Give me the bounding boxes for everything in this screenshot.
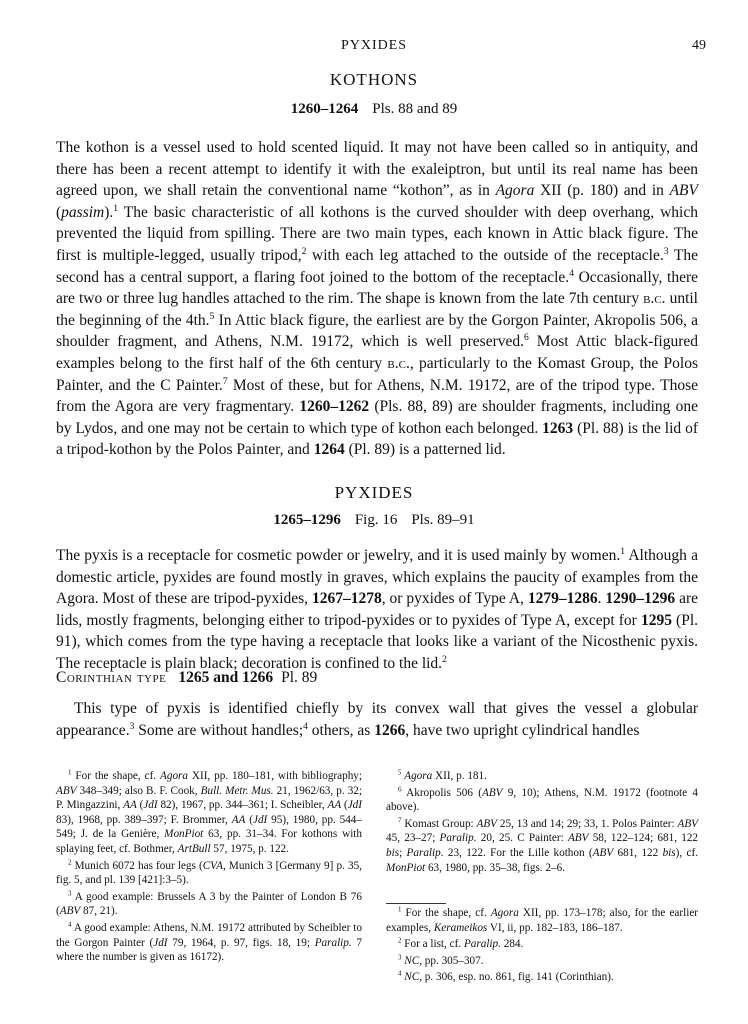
footnote [386,786,698,815]
text-run: 57, 1975, p. 122. [210,842,289,855]
text-run: bis [662,846,676,859]
text-run: 95), 1980, pp. 544–549; J. de la Genière, [56,813,362,841]
text-run: A good example: Brussels A 3 by the Painter of London B 76 ( [56,890,362,918]
text-run: until the beginning of the 4th. [56,290,698,329]
text-run: Paralip. [463,938,501,951]
text-run: Munich 6072 has four legs ( [71,859,203,872]
footnote-ref: 3 [68,889,72,898]
text-run: ABV [476,817,498,830]
text-run: , have two upright cylindrical handles [405,721,640,739]
footnote-ref: 2 [442,653,447,665]
kothons-subhead [0,101,748,118]
text-run: 83), 1968, pp. 389–397; F. Brommer, [56,813,232,826]
footnote-ref: 3 [663,245,669,257]
kothons-range: 1260–1264 [290,101,359,117]
text-run: 45, 23–27; [386,832,440,845]
text-run: Agora [160,770,188,782]
text-run: ( [136,799,144,812]
text-run: ABV [481,786,503,799]
text-run: Paralip. [439,832,477,845]
footnote [386,954,698,969]
corinthian-range: 1265 and 1266 [178,669,274,686]
text-run: XII, pp. 180–181, with bibliography; [187,770,362,782]
text-run: 21, 1962/63, p. 32; P. Mingazzini, [56,784,363,812]
text-run: Akropolis 506 ( [401,786,482,799]
footnote-ref: 4 [68,920,72,929]
text-run: Most Attic black-figured examples belong to the first half of the 6th century [56,333,698,372]
footnote-divider [386,903,446,904]
footnote-ref: 6 [524,332,529,344]
footnote [56,921,362,965]
text-run: AA [231,813,246,826]
footnote-ref: 5 [209,310,215,322]
text-run: XII, p. 181. [432,770,487,782]
text-run: The basic characteristic of all kothons is the curved shoulder with deep overhang, which prevented the liquid from spilling. There are two main types, each known in Attic black figure. The first is multiple-legged, usually tripod, [56,203,698,264]
text-run: ( [341,799,348,812]
text-run: The second has a central support, a flaring foot joined to the bottom of the receptacle. [56,246,699,286]
footnotes-left [56,769,362,967]
corinthian-plate: Pl. 89 [281,669,318,686]
text-run: , Munich 3 [Germany 9] p. 35, fig. 5, and pl. 139 [421]:3–5). [56,859,362,887]
text-run: Some are without handles; [134,721,304,739]
text-run: ABV [567,832,589,845]
text-run: Occasionally, there are two or three lug handles attached to the rim. The shape is known from the late 7th century [56,268,698,308]
kothons-paragraph [56,137,698,461]
corinthian-paragraph [56,698,698,741]
footnote [386,906,698,935]
text-run: ABV [592,846,614,859]
text-run: Agora [495,182,535,200]
text-run: ABV [669,182,698,200]
pyxides-range: 1265–1296 [273,512,341,528]
text-run: , or pyxides of Type A, [381,590,528,608]
text-run: Agora [490,907,519,919]
text-run: 23, 122. For the Lille kothon ( [443,846,593,859]
text-run: A good example: Athens, N.M. 19172 attributed by Scheibler to the Gorgon Painter ( [56,921,362,949]
text-run: ; [399,846,407,859]
text-run: CVA [202,859,223,872]
corinthian-subhead [56,669,317,687]
text-run: Komast Group: [401,817,477,830]
footnote-ref: 7 [398,816,402,825]
text-run: JdI [143,799,158,812]
text-run: This type of pyxis is identified chiefly by its convex wall that gives the vessel a globular appearance. [56,700,698,739]
footnote-ref: 2 [398,936,402,945]
footnote-ref: 2 [301,245,307,257]
text-run: b.c. [387,354,410,372]
text-run: b.c. [643,290,666,308]
pyxides-plates: Pls. 89–91 [411,512,475,528]
footnote [56,859,362,888]
text-run: 25, 13 and 14; 29; 33, 1. Polos Painter: [497,817,678,830]
text-run: VI, ii, pp. 182–183, 186–187. [487,921,623,934]
text-run: (Pl. 89) is a patterned lid. [344,441,506,459]
text-run: with each leg attached to the outside of the receptacle. [306,246,664,264]
text-run: . [597,590,606,608]
text-run: 82), 1967, pp. 344–361; I. Scheibler, [157,799,328,812]
text-run: 7 where the number is given as 16172). [56,936,363,964]
footnote [386,769,698,784]
text-run: 58, 122–124; 681, 122 [588,832,699,845]
text-run: AA [123,799,137,812]
footnote [386,817,698,875]
text-run: 1290–1296 [605,590,676,608]
text-run: MonPiot [386,861,426,874]
text-run: Paralip. [406,846,444,859]
text-run: XII (p. 180) and in [534,182,670,200]
footnote [56,890,362,919]
footnote-ref: 1 [113,202,119,214]
text-run: NC [404,971,420,984]
text-run: ), cf. [675,846,698,859]
text-run: XII, pp. 173–178; also, for the earlier examples, [386,907,699,934]
text-run: MonPiot [164,828,204,841]
text-run: ABV [59,905,81,918]
text-run: Although a domestic article, pyxides are found mostly in graves, which explains the paucity of examples from the Agora. Most of these are tripod-pyxides, [56,547,698,608]
footnote-ref: 4 [303,720,308,732]
running-title: PYXIDES [340,38,408,53]
pyxides-figure: Fig. 16 [354,512,398,528]
text-run: 79, 1964, p. 97, figs. 18, 19; [167,936,315,949]
kothons-plates: Pls. 88 and 89 [372,101,458,117]
footnote [386,937,698,952]
text-run: , p. 306, esp. no. 861, fig. 141 (Corinthian). [419,971,614,984]
text-run: 681, 122 [613,846,663,859]
text-run: 1279–1286 [527,590,598,608]
text-run: others, as [307,721,375,739]
page-number: 49 [692,38,706,53]
pyxides-paragraph [56,545,698,675]
footnote-ref: 1 [68,768,72,777]
text-run: (Pl. 91), which comes from the type having a receptacle that looks like a variant of the Nicosthenic pyxis. The receptacle is plain black; decoration is confined to the lid. [56,611,699,672]
text-run: ArtBull [177,842,211,855]
footnote-ref: 2 [68,857,72,866]
text-run: JdI [347,799,362,812]
footnote-ref: 3 [129,720,135,732]
footnote-ref: 7 [222,375,228,387]
text-run: 348–349; also B. F. Cook, [76,784,201,797]
footnote-ref: 3 [398,953,402,962]
text-run: ). [104,203,114,221]
footnotes-right-pyxides [386,906,698,987]
text-run: Bull. Metr. Mus. [200,784,274,797]
text-run: JdI [252,813,268,826]
footnote-ref: 6 [398,784,402,793]
text-run: JdI [153,936,168,949]
footnote-ref: 1 [620,545,626,557]
text-run: 1264 [313,441,345,459]
text-run: ABV [56,784,77,797]
text-run: AA [327,799,342,812]
text-run: The kothon is a vessel used to hold scented liquid. It may not have been called so in antiquity, and there has been a recent attempt to identify it with the exaleiptron, but until its real name has been agreed upon, we shall retain the conventional name “kothon”, as in [56,139,698,200]
text-run: 20, 25. C Painter: [476,832,568,845]
text-run: Paralip. [314,936,352,949]
text-run: , particularly to the Komast Group, the Polos Painter, and the C Painter. [56,354,698,394]
footnotes-right-kothons [386,769,698,877]
footnote [386,970,698,985]
footnote-ref: 5 [398,768,402,777]
text-run: Kerameikos [433,921,488,934]
text-run: NC [404,954,420,967]
text-run: (Pl. 88) is the lid of a tripod-kothon by the Polos Painter, and [56,419,698,459]
text-run: , pp. 305–307. [419,954,484,967]
text-run: 1267–1278 [311,590,382,608]
text-run: For a list, cf. [401,938,464,951]
footnote-ref: 1 [398,905,402,914]
text-run: For the shape, cf. [71,770,161,782]
kothons-title: KOTHONS [329,70,419,89]
text-run: 1260–1262 [299,398,370,416]
text-run: 63, 1980, pp. 35–38, figs. 2–6. [425,861,565,874]
text-run: 1266 [374,721,406,739]
footnote-ref: 4 [398,969,402,978]
text-run: passim [61,203,105,221]
text-run: Agora [404,770,433,782]
text-run: 9, 10); Athens, N.M. 19172 (footnote 4 above). [386,786,698,814]
footnote-ref: 4 [569,267,574,279]
text-run: bis [386,846,400,859]
footnote [56,769,362,857]
text-run: ( [56,203,62,221]
text-run: 63, pp. 31–34. For kothons with splaying feet, cf. Bothmer, [56,828,362,855]
corinthian-label: Corinthian type [56,669,167,686]
pyxides-subhead [0,512,748,529]
pyxides-title: PYXIDES [334,483,414,502]
text-run: The pyxis is a receptacle for cosmetic powder or jewelry, and it is used mainly by women. [56,547,621,564]
text-run: 87, 21). [80,905,118,918]
text-run: 1263 [542,419,574,437]
text-run: (Pls. 88, 89) are shoulder fragments, including one by Lydos, and one may not be certain to which type of kothon each belonged. [56,398,698,437]
text-run: ( [245,813,253,826]
text-run: ABV [677,817,698,830]
text-run: 284. [500,938,524,951]
text-run: are lids, mostly fragments, belonging either to tripod-pyxides or to pyxides of Type A, except for [56,590,698,629]
text-run: In Attic black figure, the earliest are by the Gorgon Painter, Akropolis 506, a shoulder fragment, and Athens, N.M. 19172, which is well preserved. [56,311,698,351]
text-run: Most of these, but for Athens, N.M. 19172, are of the tripod type. Those from the Agora are very fragmentary. [56,376,698,416]
text-run: For the shape, cf. [401,907,491,919]
text-run: 1295 [640,611,672,629]
